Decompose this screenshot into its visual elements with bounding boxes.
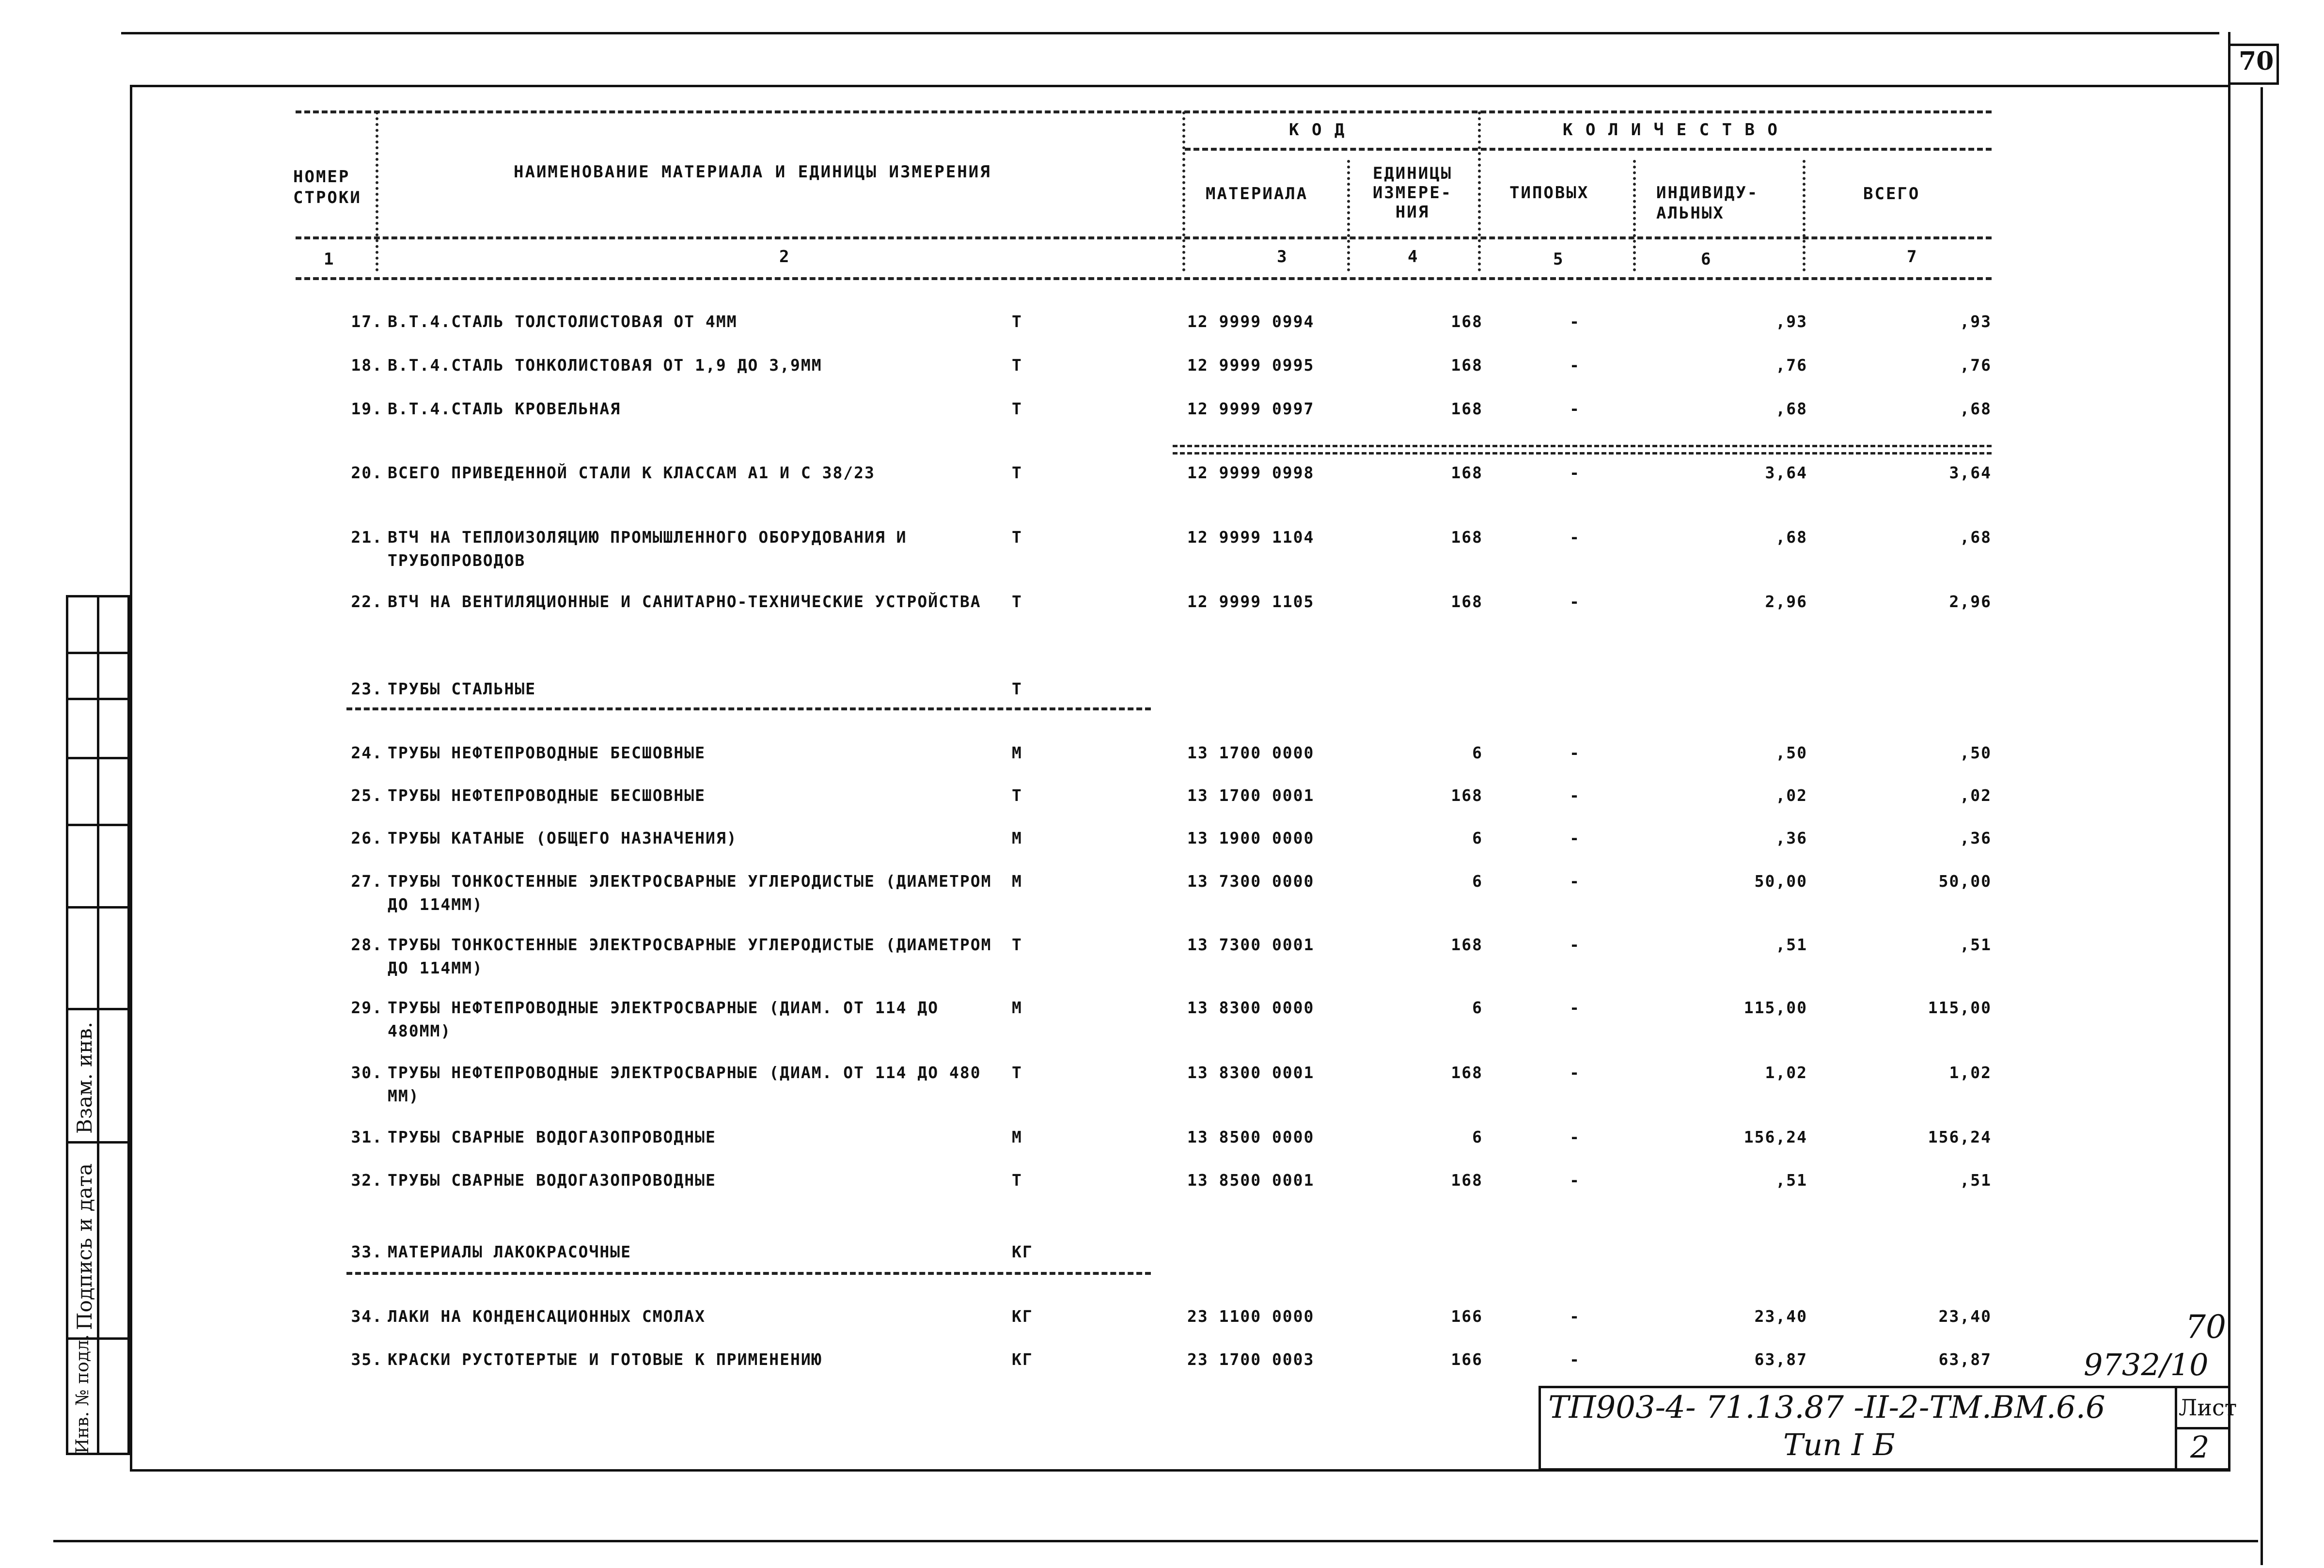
col-num-4: 4 bbox=[1408, 247, 1419, 267]
header-top-line bbox=[296, 110, 1992, 113]
table-row: 18. В.Т.4.СТАЛЬ ТОНКОЛИСТОВАЯ ОТ 1,9 ДО 3,9ММ Т 12 9999 0995 168 - ,76 ,76 bbox=[351, 356, 1992, 375]
header-bottom-line bbox=[296, 277, 1992, 280]
header-total: ВСЕГО bbox=[1863, 184, 1920, 204]
table-row: 20. ВСЕГО ПРИВЕДЕННОЙ СТАЛИ К КЛАССАМ А1 И С 38/23 Т 12 9999 0998 168 - 3,64 3,64 bbox=[351, 463, 1992, 482]
col-num-3: 3 bbox=[1277, 247, 1288, 267]
header-unit-code-2: ИЗМЕРЕ- bbox=[1372, 183, 1453, 203]
sheet-number: 2 bbox=[2190, 1429, 2210, 1465]
frame-top bbox=[130, 85, 2228, 87]
bottom-rule bbox=[53, 1540, 2258, 1542]
sheet-label: Лист bbox=[2179, 1395, 2237, 1421]
table-row: 23. ТРУБЫ СТАЛЬНЫЕ Т bbox=[351, 679, 1022, 698]
col-num-1: 1 bbox=[324, 250, 335, 269]
table-row: 19. В.Т.4.СТАЛЬ КРОВЕЛЬНАЯ Т 12 9999 0997 168 - ,68 ,68 bbox=[351, 399, 1992, 418]
label-orig-inv: Инв. № подл. bbox=[73, 1334, 93, 1454]
table-row: 24. ТРУБЫ НЕФТЕПРОВОДНЫЕ БЕСШОВНЫЕ М 13 1700 0000 6 - ,50 ,50 bbox=[351, 743, 1992, 762]
type-label: Тип I Б bbox=[1783, 1427, 1895, 1462]
header-material: МАТЕРИАЛА bbox=[1206, 184, 1308, 204]
table-row: 33. МАТЕРИАЛЫ ЛАКОКРАСОЧНЫЕ КГ bbox=[351, 1242, 1033, 1261]
header-quantity: К О Л И Ч Е С Т В О bbox=[1563, 120, 1779, 140]
header-unit-code-1: ЕДИНИЦЫ bbox=[1372, 164, 1453, 183]
table-row: 25. ТРУБЫ НЕФТЕПРОВОДНЫЕ БЕСШОВНЫЕ Т 13 1700 0001 168 - ,02 ,02 bbox=[351, 786, 1992, 805]
header-typical: ТИПОВЫХ bbox=[1509, 183, 1589, 203]
table-row: 28. ТРУБЫ ТОНКОСТЕННЫЕ ЭЛЕКТРОСВАРНЫЕ УГЛЕРОДИСТЫЕ (ДИАМЕТРОМ ДО 114ММ) Т 13 7300 0001 168 - ,51 ,51 bbox=[351, 935, 1992, 977]
header-individual-2: АЛЬНЫХ bbox=[1656, 204, 1725, 223]
header-row-no-2: СТРОКИ bbox=[293, 188, 361, 207]
header-row-no-1: НОМЕР bbox=[293, 167, 350, 187]
table-row: 21. ВТЧ НА ТЕПЛОИЗОЛЯЦИЮ ПРОМЫШЛЕННОГО ОБОРУДОВАНИЯ И ТРУБОПРОВОДОВ Т 12 9999 1104 168 - ,68 ,68 bbox=[351, 528, 1992, 570]
table-row: 31. ТРУБЫ СВАРНЫЕ ВОДОГАЗОПРОВОДНЫЕ М 13 8500 0000 6 - 156,24 156,24 bbox=[351, 1128, 1992, 1146]
header-code: К О Д bbox=[1289, 120, 1346, 140]
table-row: 27. ТРУБЫ ТОНКОСТЕННЫЕ ЭЛЕКТРОСВАРНЫЕ УГЛЕРОДИСТЫЕ (ДИАМЕТРОМ ДО 114ММ) М 13 7300 0000 6 - 50,00 50,00 bbox=[351, 872, 1992, 914]
table-row: 32. ТРУБЫ СВАРНЫЕ ВОДОГАЗОПРОВОДНЫЕ Т 13 8500 0001 168 - ,51 ,51 bbox=[351, 1171, 1992, 1190]
page-number: 70 bbox=[2239, 47, 2274, 76]
col-num-7: 7 bbox=[1907, 247, 1918, 267]
header-unit-code-3: НИЯ bbox=[1395, 203, 1430, 222]
header-individual-1: ИНДИВИДУ- bbox=[1656, 183, 1759, 203]
col-num-2: 2 bbox=[779, 247, 791, 267]
table-row: 30. ТРУБЫ НЕФТЕПРОВОДНЫЕ ЭЛЕКТРОСВАРНЫЕ (ДИАМ. ОТ 114 ДО 480 ММ) Т 13 8300 0001 168 - 1,02 1,02 bbox=[351, 1063, 1992, 1105]
col-num-5: 5 bbox=[1553, 250, 1565, 269]
table-row: 17. В.Т.4.СТАЛЬ ТОЛСТОЛИСТОВАЯ ОТ 4ММ Т 12 9999 0994 168 - ,93 ,93 bbox=[351, 312, 1992, 331]
handwritten-page-mark: 70 bbox=[2185, 1308, 2226, 1346]
table-row: 29. ТРУБЫ НЕФТЕПРОВОДНЫЕ ЭЛЕКТРОСВАРНЫЕ (ДИАМ. ОТ 114 ДО 480ММ) М 13 8300 0000 6 - 115,00 115,00 bbox=[351, 998, 1992, 1040]
label-sign-date: Подпись и дата bbox=[73, 1163, 96, 1330]
handwritten-doc-mark: 9732/10 bbox=[2084, 1347, 2209, 1382]
col-num-6: 6 bbox=[1701, 250, 1712, 269]
header-name: НАИМЕНОВАНИЕ МАТЕРИАЛА И ЕДИНИЦЫ ИЗМЕРЕНИЯ bbox=[514, 162, 991, 182]
table-row: 35. КРАСКИ РУСТОТЕРТЫЕ И ГОТОВЫЕ К ПРИМЕНЕНИЮ КГ 23 1700 0003 166 - 63,87 63,87 bbox=[351, 1350, 1992, 1369]
label-replace-inv: Взам. инв. bbox=[73, 1021, 96, 1134]
table-row: 26. ТРУБЫ КАТАНЫЕ (ОБЩЕГО НАЗНАЧЕНИЯ) М 13 1900 0000 6 - ,36 ,36 bbox=[351, 829, 1992, 847]
table-row: 22. ВТЧ НА ВЕНТИЛЯЦИОННЫЕ И САНИТАРНО-ТЕХНИЧЕСКИЕ УСТРОЙСТВА Т 12 9999 1105 168 - 2,96 2,96 bbox=[351, 592, 1992, 611]
table-row: 34. ЛАКИ НА КОНДЕНСАЦИОННЫХ СМОЛАХ КГ 23 1100 0000 166 - 23,40 23,40 bbox=[351, 1307, 1992, 1326]
top-rule bbox=[121, 32, 2219, 34]
designation: ТП903-4- 71.13.87 -II-2-ТМ.ВМ.6.6 bbox=[1548, 1390, 2105, 1426]
